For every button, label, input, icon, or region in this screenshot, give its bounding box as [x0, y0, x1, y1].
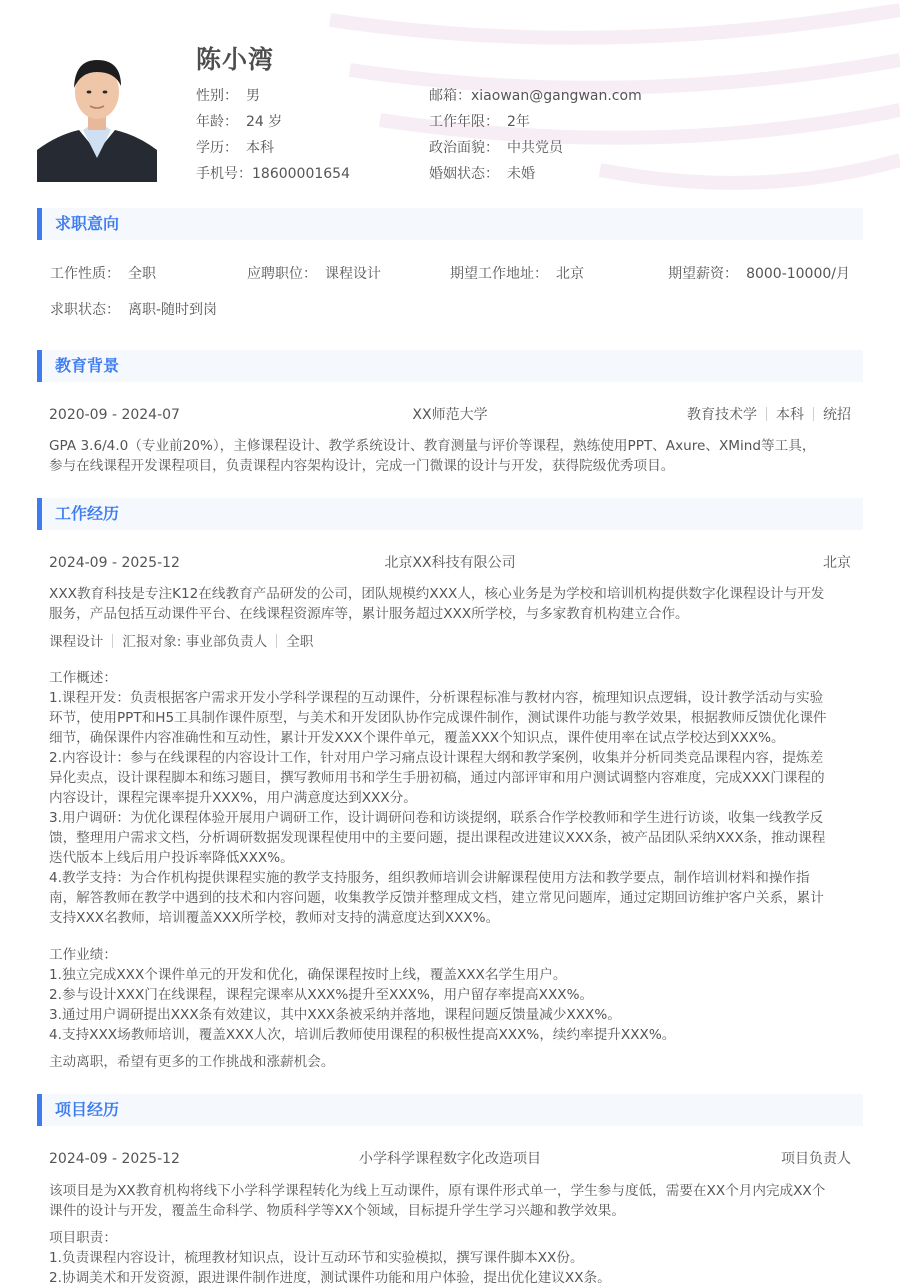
edu-label: 学历：: [196, 140, 238, 156]
section-accent: [37, 208, 42, 240]
edu-degree: 本科: [776, 407, 804, 423]
phone-label: 手机号：: [196, 166, 252, 182]
text-line: 异化卖点，设计课程脚本和练习题目，撰写教师用书和学生手册初稿，通过内部评审和用户测试调整内容难度，完成XXX门课程的: [49, 770, 825, 786]
intent-salary: [668, 264, 850, 284]
text-line: 2.参与设计XXX门在线课程，课程完课率从XXX%提升至XXX%，用户留存率提高XXX%。: [49, 987, 594, 1003]
duty-title: 项目职责：: [49, 1230, 117, 1246]
info-years: [429, 112, 530, 132]
work-city: 北京: [823, 555, 851, 571]
intent-position-value: 课程设计: [325, 266, 381, 282]
intent-city-value: 北京: [556, 266, 584, 282]
text-line: 4.教学支持：为合作机构提供课程实施的教学支持服务，组织教师培训会讲解课程使用方法和教学要点，制作培训材料和操作指: [49, 870, 810, 886]
text-line: 2.内容设计：参与在线课程的内容设计工作，针对用户学习痛点设计课程大纲和教学案例，收集并分析同类竞品课程内容，提炼差: [49, 750, 824, 766]
email-value: xiaowan@gangwan.com: [471, 88, 642, 104]
section-title: 工作经历: [55, 504, 120, 523]
text-line: 内容设计，课程完课率提升XXX%，用户满意度达到XXX分。: [49, 790, 417, 806]
gender-label: 性别：: [196, 88, 238, 104]
info-phone: [196, 164, 350, 184]
work-tag: 汇报对象: 事业部负责人: [122, 634, 268, 650]
text-line: 3.通过用户调研提出XXX条有效建议，其中XXX条被采纳并落地，课程问题反馈量减少XXX%。: [49, 1007, 621, 1023]
marital-label: 婚姻状态：: [429, 166, 499, 182]
section-project: [37, 1094, 863, 1126]
edu-school: XX师范大学: [412, 407, 488, 423]
overview-title: 工作概述：: [49, 670, 117, 686]
intent-type: [50, 264, 156, 284]
intent-city-label: 期望工作地址：: [450, 266, 548, 282]
results-title: 工作业绩：: [49, 947, 117, 963]
candidate-name: 陈小湾: [196, 45, 275, 74]
text-line: 馈，整理用户需求文档，分析调研数据发现课程使用中的主要问题，提出课程改进建议XXX条，被产品团队采纳XXX条，推动课程: [49, 830, 826, 846]
edu-description: [49, 436, 855, 476]
info-education: [196, 138, 274, 158]
project-role: 项目负责人: [781, 1151, 851, 1167]
section-title: 项目经历: [55, 1100, 120, 1119]
politics-value: 中共党员: [507, 140, 563, 156]
work-overview: [49, 668, 855, 928]
work-tag: 全职: [286, 634, 314, 650]
work-company: 北京XX科技有限公司: [384, 555, 516, 571]
divider: [112, 634, 113, 648]
section-intent: [37, 208, 863, 240]
text-line: 2.协调美术和开发资源，跟进课件制作进度，测试课件功能和用户体验，提出优化建议XX条。: [49, 1270, 611, 1286]
intent-city: [450, 264, 584, 284]
years-label: 工作年限：: [429, 114, 499, 130]
work-period: 2024-09 - 2025-12: [49, 555, 180, 571]
info-age: [196, 112, 282, 132]
years-value: 2年: [507, 114, 530, 130]
section-accent: [37, 350, 42, 382]
info-gender: [196, 86, 260, 106]
email-label: 邮箱：: [429, 88, 471, 104]
section-accent: [37, 1094, 42, 1126]
divider: [813, 407, 814, 421]
marital-value: 未婚: [507, 166, 535, 182]
edu-meta: [687, 405, 851, 425]
work-tags: [49, 632, 313, 652]
text-line: 迭代版本上线后用户投诉率降低XXX%。: [49, 850, 294, 866]
gender-value: 男: [246, 88, 260, 104]
work-tag: 课程设计: [49, 634, 104, 650]
project-intro: [49, 1181, 855, 1221]
project-duties: [49, 1228, 855, 1288]
text-line: XXX教育科技是专注K12在线教育产品研发的公司，团队规模约XXX人，核心业务是为学校和培训机构提供数字化课程设计与开发: [49, 586, 825, 602]
edu-major: 教育技术学: [687, 407, 757, 423]
phone-value: 18600001654: [252, 166, 350, 182]
age-value: 24 岁: [246, 114, 283, 130]
section-title: 求职意向: [55, 214, 120, 233]
divider: [766, 407, 767, 421]
info-marital: [429, 164, 535, 184]
work-company-intro: [49, 584, 855, 624]
text-line: 该项目是为XX教育机构将线下小学科学课程转化为线上互动课件，原有课件形式单一，学生参与度低，需要在XX个月内完成XX个: [49, 1183, 826, 1199]
intent-type-label: 工作性质：: [50, 266, 120, 282]
info-email: [429, 86, 642, 106]
text-line: 1.独立完成XXX个课件单元的开发和优化，确保课程按时上线，覆盖XXX名学生用户。: [49, 967, 567, 983]
work-leave-reason: 主动离职，希望有更多的工作挑战和涨薪机会。: [49, 1054, 335, 1070]
edu-mode: 统招: [823, 407, 851, 423]
divider: [276, 634, 277, 648]
age-label: 年龄：: [196, 114, 238, 130]
text-line: GPA 3.6/4.0（专业前20%），主修课程设计、教学系统设计、教育测量与评价等课程，熟练使用PPT、Axure、XMind等工具，: [49, 438, 816, 454]
info-politics: [429, 138, 563, 158]
text-line: 3.用户调研：为优化课程体验开展用户调研工作，设计调研问卷和访谈提纲，联系合作学校教师和学生进行访谈，收集一线教学反: [49, 810, 824, 826]
text-line: 环节，使用PPT和H5工具制作课件原型，与美术和开发团队协作完成课件制作，测试课件功能与教学效果，根据教师反馈优化课件: [49, 710, 827, 726]
intent-salary-value: 8000-10000/月: [746, 266, 850, 282]
avatar: [37, 40, 157, 182]
text-line: 细节，确保课件内容准确性和互动性，累计开发XXX个课件单元，覆盖XXX个知识点，课件使用率在试点学校达到XXX%。: [49, 730, 785, 746]
edu-period: 2020-09 - 2024-07: [49, 407, 180, 423]
section-accent: [37, 498, 42, 530]
intent-type-value: 全职: [128, 266, 156, 282]
project-name: 小学科学课程数字化改造项目: [359, 1151, 541, 1167]
intent-salary-label: 期望薪资：: [668, 266, 739, 282]
intent-status: [50, 300, 217, 320]
intent-status-value: 离职-随时到岗: [128, 302, 218, 318]
project-period: 2024-09 - 2025-12: [49, 1151, 180, 1167]
text-line: 服务，产品包括互动课件平台、在线课程资源库等，累计服务超过XXX所学校，与多家教育机构建立合作。: [49, 606, 689, 622]
section-education: [37, 350, 863, 382]
edu-value: 本科: [246, 140, 274, 156]
section-title: 教育背景: [55, 356, 120, 375]
text-line: 课件的设计与开发，覆盖生命科学、物质科学等XX个领域，目标提升学生学习兴趣和教学效果。: [49, 1203, 625, 1219]
work-results: [49, 945, 855, 1045]
text-line: 1.课程开发：负责根据客户需求开发小学科学课程的互动课件，分析课程标准与教材内容，梳理知识点逻辑，设计教学活动与实验: [49, 690, 824, 706]
intent-position-label: 应聘职位：: [247, 266, 317, 282]
section-work: [37, 498, 863, 530]
text-line: 支持XXX名教师，培训覆盖XXX所学校，教师对支持的满意度达到XXX%。: [49, 910, 500, 926]
text-line: 南，解答教师在教学中遇到的技术和内容问题，收集教学反馈并整理成文档，建立常见问题库，通过定期回访维护客户关系，累计: [49, 890, 824, 906]
text-line: 参与在线课程开发课程项目，负责课程内容架构设计，完成一门微课的设计与开发，获得院级优秀项目。: [49, 458, 675, 474]
intent-status-label: 求职状态：: [50, 302, 120, 318]
intent-position: [247, 264, 381, 284]
politics-label: 政治面貌：: [429, 140, 499, 156]
text-line: 4.支持XXX场教师培训，覆盖XXX人次，培训后教师使用课程的积极性提高XXX%，续约率提升XXX%。: [49, 1027, 676, 1043]
text-line: 1.负责课程内容设计，梳理教材知识点，设计互动环节和实验模拟，撰写课件脚本XX份。: [49, 1250, 584, 1266]
